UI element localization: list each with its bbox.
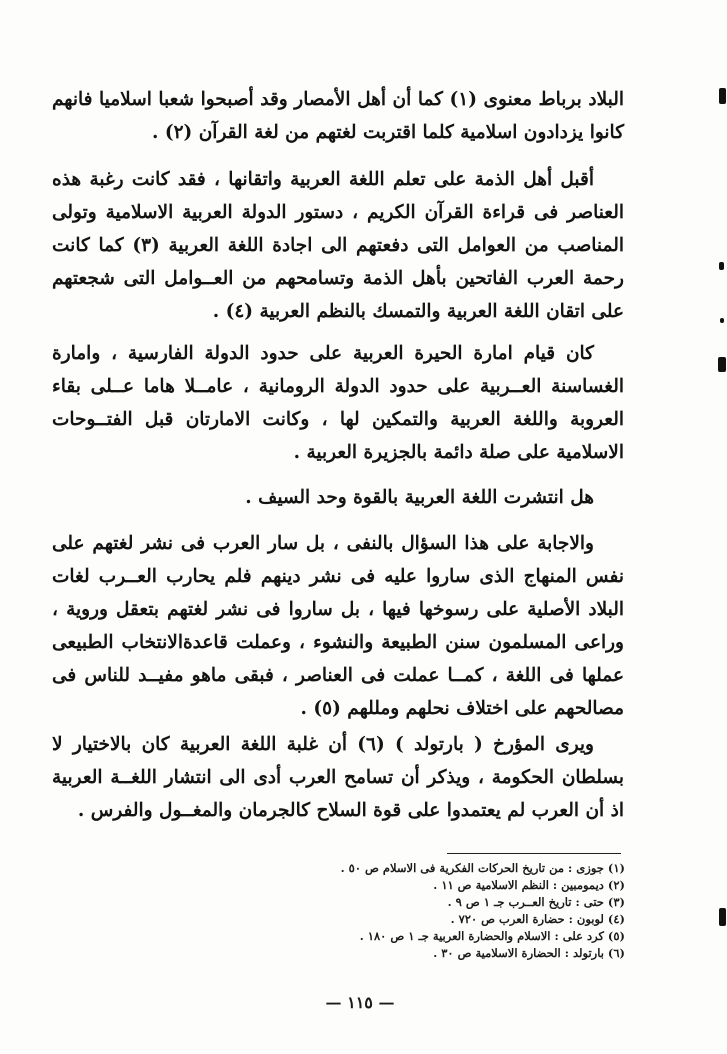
footnote-item: (٤) لوبون : حضارة العرب ص ٧٢٠ . bbox=[450, 912, 625, 926]
page-number: — ١١٥ — bbox=[325, 993, 395, 1012]
paragraph-4: والاجابة على هذا السؤال بالنفى ، بل سار العرب فى نشر لغتهم على نفس المنهاج الذى ساروا عليه فى نشر دينهم فلم يحارب العــرب لغات البلاد الأصلية على رسوخها فيها ، بل ساروا فى نشر لغتهم بتعقل وروية ، وراعى المسلمون سنن الطبيعة والنشوء ، وعملت قاعدةالانتخاب الطبيعى عملها فى اللغة ، كمــا عملت فى العناصر ، فبقى ماهو مفيــد للناس فى مصالحهم على اختلاف نحلهم ومللهم (٥) . bbox=[52, 532, 624, 719]
footnote-item: (٥) كرد على : الاسلام والحضارة العربية جـ ١ ص ١٨٠ . bbox=[359, 929, 625, 943]
footnote-item: (٢) ديمومبين : النظم الاسلامية ص ١١ . bbox=[433, 878, 625, 892]
scan-edge-mark bbox=[720, 318, 724, 323]
section-question: هل انتشرت اللغة العربية بالقوة وحد السيف . bbox=[245, 486, 594, 508]
scan-edge-mark bbox=[719, 908, 726, 926]
scan-edge-mark bbox=[719, 262, 724, 270]
scan-edge-mark bbox=[718, 357, 726, 372]
footnote-item: (١) جوزى : من تاريخ الحركات الفكرية فى الاسلام ص ٥٠ . bbox=[340, 861, 625, 875]
footnote-separator bbox=[447, 853, 621, 854]
footnote-item: (٦) بارتولد : الحضارة الاسلامية ص ٣٠ . bbox=[433, 946, 625, 960]
scan-edge-mark bbox=[719, 88, 726, 104]
paragraph-5: ويرى المؤرخ ( بارتولد ) (٦) أن غلبة اللغة العربية كان بالاختيار لا بسلطان الحكومة ، ويذكر أن تسامح العرب أدى الى انتشار اللغــة العربية اذ أن العرب لم يعتمدوا على قوة السلاح كالجرمان والمغــول والفرس . bbox=[52, 733, 624, 821]
footnotes-list bbox=[180, 860, 625, 962]
footnote-item: (٣) حتى : تاريخ العــرب جـ ١ ص ٩ . bbox=[447, 895, 625, 909]
paragraph-2: أقبل أهل الذمة على تعلم اللغة العربية واتقانها ، فقد كانت رغبة هذه العناصر فى قراءة القرآن الكريم ، دستور الدولة العربية الاسلامية وتولى المناصب من العوامل التى دفعتهم الى اجادة اللغة العربية (٣) كما كانت رحمة العرب الفاتحين بأهل الذمة وتسامحهم من العــوامل التى شجعتهم على اتقان اللغة العربية والتمسك بالنظم العربية (٤) . bbox=[52, 168, 624, 322]
paragraph-3: كان قيام امارة الحيرة العربية على حدود الدولة الفارسية ، وامارة الغساسنة العــربية على حدود الدولة الرومانية ، عامــلا هاما عــلى بقاء العروبة واللغة العربية والتمكين لها ، وكانت الامارتان قبل الفتــوحات الاسلامية على صلة دائمة بالجزيرة العربية . bbox=[52, 342, 624, 463]
paragraph-1: البلاد برباط معنوى (١) كما أن أهل الأمصار وقد أصبحوا شعبا اسلاميا فانهم كانوا يزدادون اسلامية كلما اقتربت لغتهم من لغة القرآن (٢) . bbox=[52, 88, 624, 143]
